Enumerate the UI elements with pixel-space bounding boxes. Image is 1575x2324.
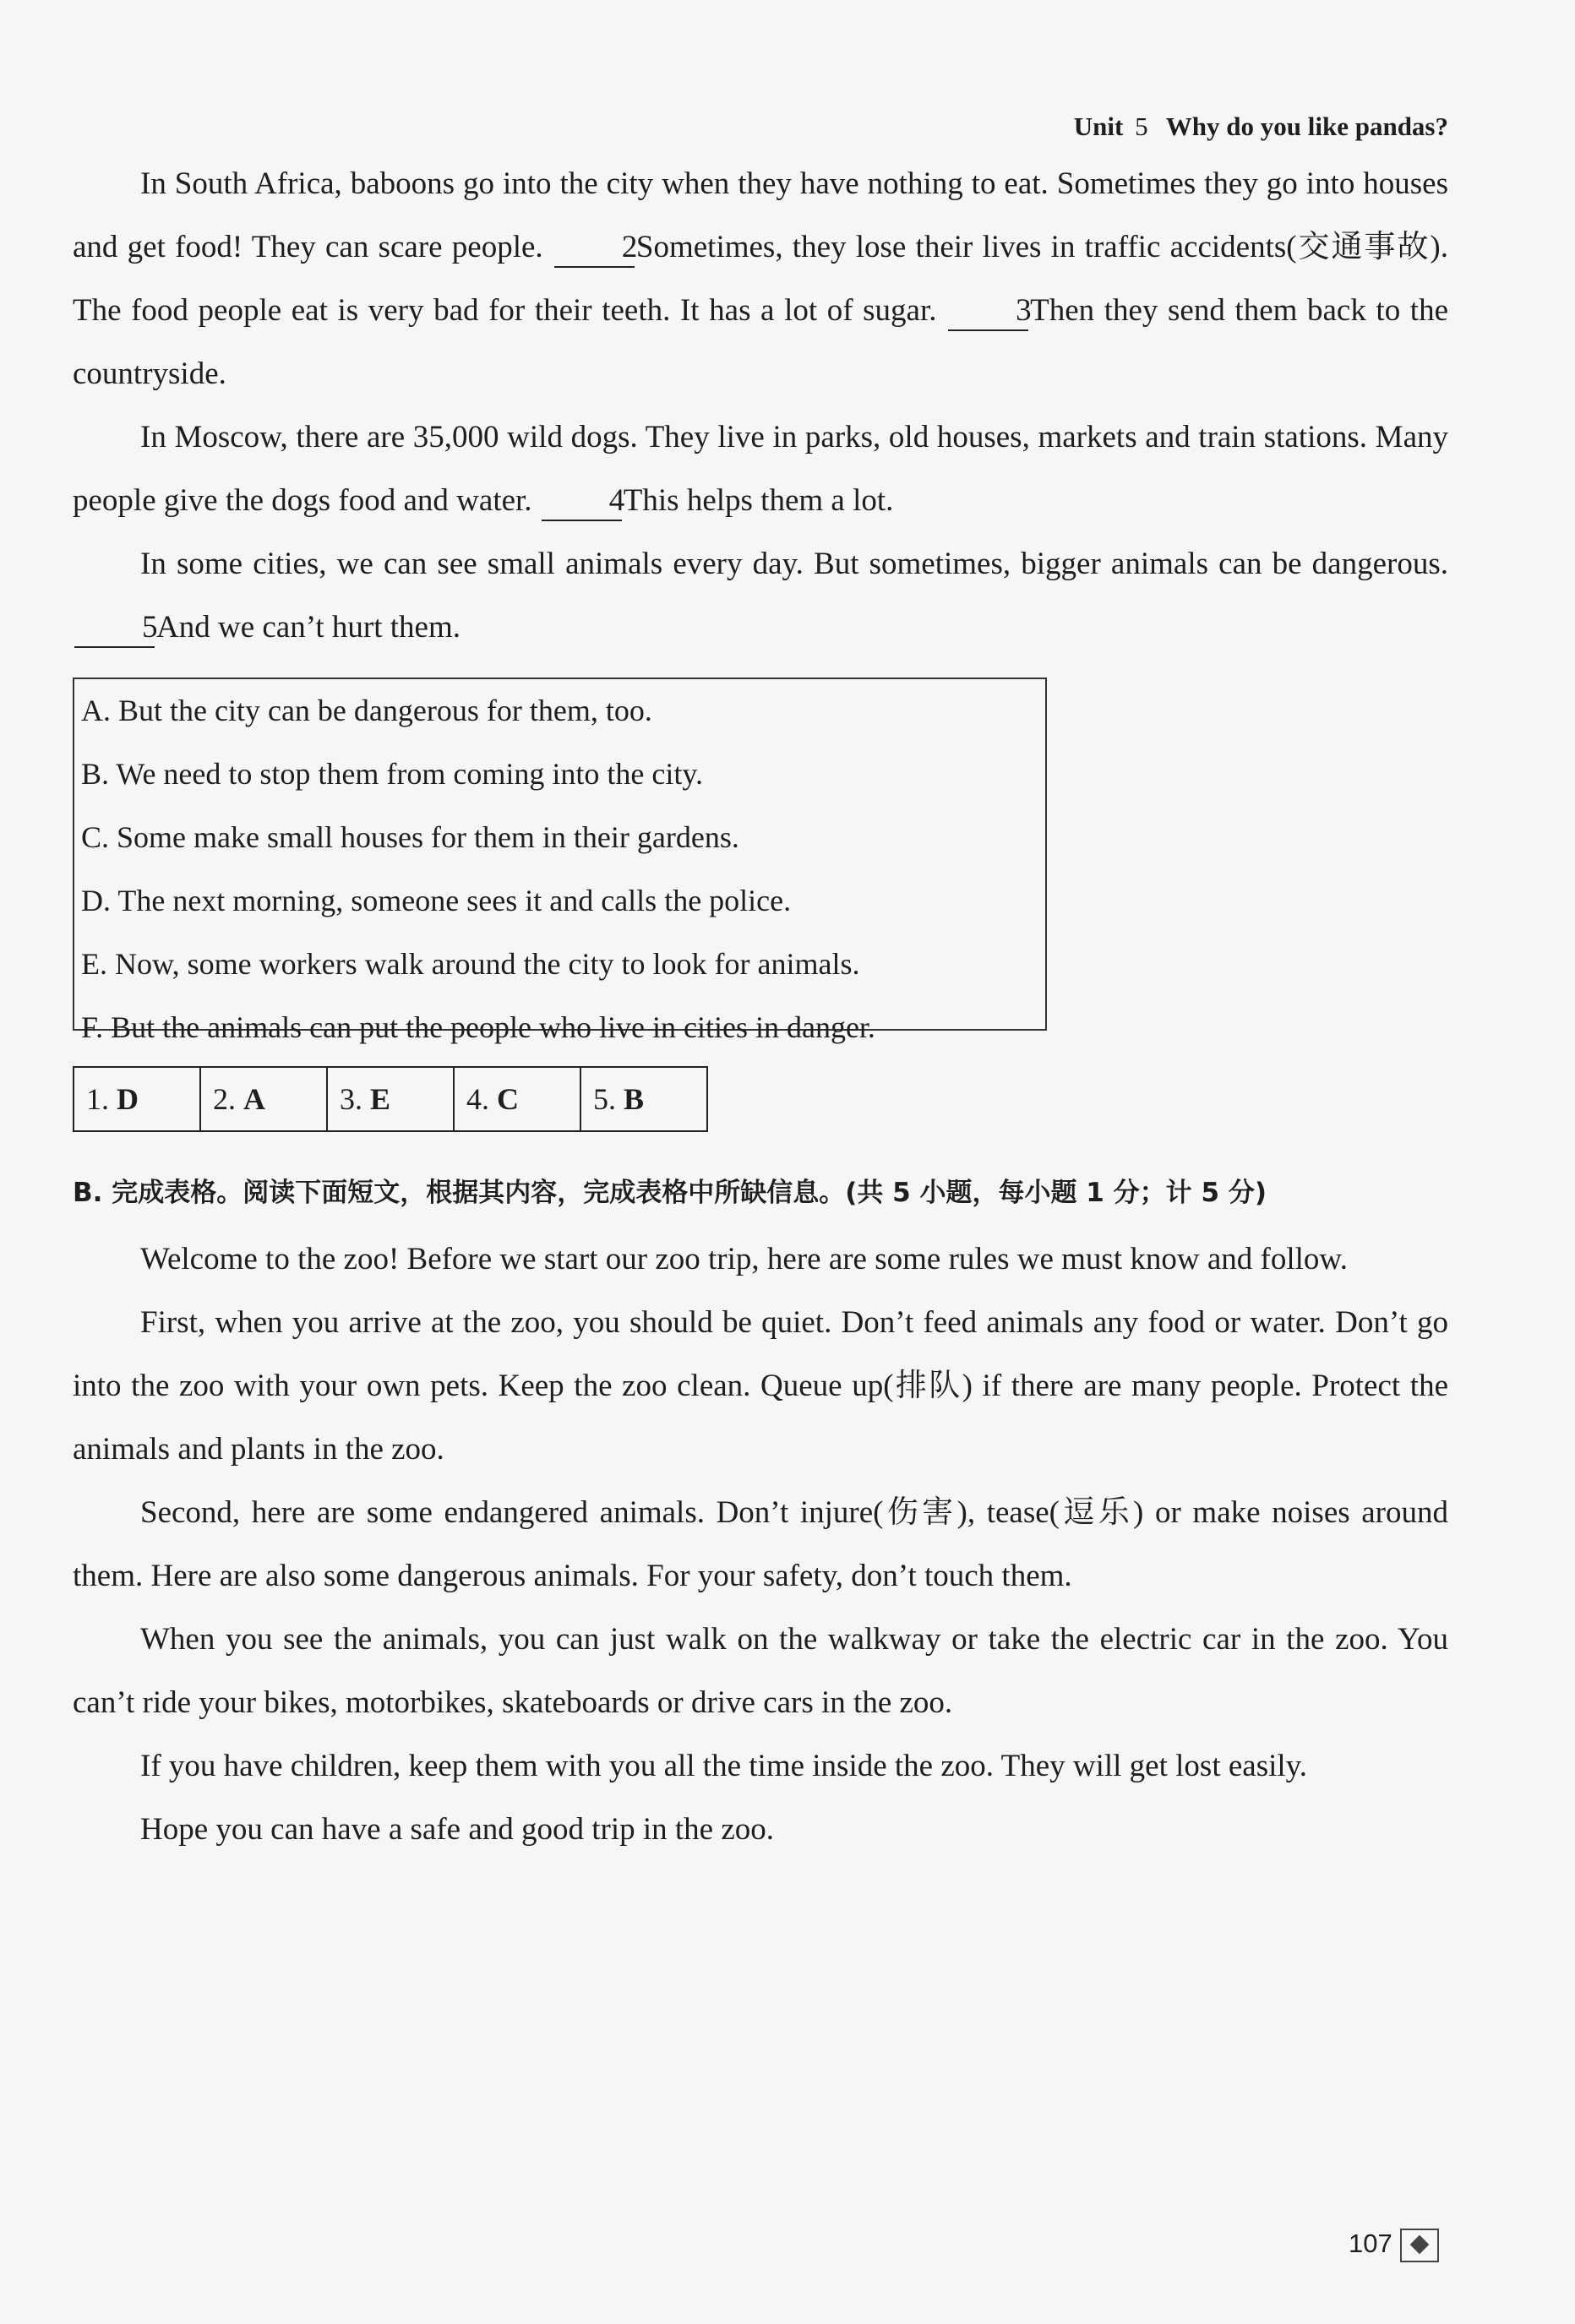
answer-cell-3: 3. E — [327, 1067, 454, 1131]
sentence: Then they send them back to the countryside. — [73, 293, 1448, 391]
passage-b-paragraph: When you see the animals, you can just walk on the walkway or take the electric car in the zoo. You can’t ride your bikes, motorbikes, skateboards or drive cars in the zoo. — [73, 1622, 1448, 1720]
answer-blank-3: 3 — [948, 292, 1028, 331]
answer-cell-2: 2. A — [200, 1067, 327, 1131]
sentence: And we can’t hurt them. — [156, 610, 461, 645]
sentence: This helps them a lot. — [623, 483, 894, 518]
sentence: In Moscow, there are 35,000 wild dogs. They live in parks, old houses, markets and train stations. Many people give the dogs food and water. — [73, 420, 1448, 518]
sentence: In some cities, we can see small animals every day. But sometimes, bigger animals can be dangerous. — [140, 547, 1448, 581]
passage-a-paragraph-3 — [73, 532, 1448, 659]
option-f: F. But the animals can put the people who live in cities in danger. — [81, 1010, 875, 1044]
unit-number: 5 — [1135, 112, 1148, 141]
sentence: In South Africa, baboons go into the city when they have nothing to eat. Sometimes they go into houses and get food! They can scare people. — [73, 166, 1448, 264]
sentence: Sometimes, they lose their lives in traffic accidents(交通事故). The food people eat is very bad for their teeth. It has a lot of sugar. — [73, 230, 1448, 328]
passage-b — [73, 1227, 1448, 1861]
passage-a-paragraph-1 — [73, 152, 1448, 405]
answer-table — [73, 1066, 708, 1132]
unit-label: Unit — [1073, 112, 1124, 141]
answer-blank-5: 5 — [74, 609, 155, 648]
option-a: A. But the city can be dangerous for them, too. — [81, 694, 652, 727]
diamond-icon — [1400, 2229, 1439, 2262]
answer-cell-1: 1. D — [74, 1067, 200, 1131]
page-number: 107 — [1349, 2229, 1392, 2258]
answer-blank-2: 2 — [554, 229, 635, 268]
passage-a-paragraph-2 — [73, 405, 1448, 532]
passage-a — [73, 152, 1448, 659]
passage-b-paragraph: Hope you can have a safe and good trip in the zoo. — [140, 1812, 775, 1847]
running-header — [1074, 112, 1448, 142]
table-row — [74, 1067, 707, 1131]
passage-b-paragraph: First, when you arrive at the zoo, you should be quiet. Don’t feed animals any food or water. Don’t go into the zoo with your own pets. Keep the zoo clean. Queue up(排队) if there are many people. Protect the animals and plants in the zoo. — [73, 1305, 1448, 1467]
answer-blank-4: 4 — [542, 482, 622, 521]
unit-title: Why do you like pandas? — [1165, 112, 1448, 141]
passage-b-paragraph: If you have children, keep them with you all the time inside the zoo. They will get lost easily. — [140, 1749, 1307, 1783]
answer-cell-4: 4. C — [454, 1067, 580, 1131]
passage-b-paragraph: Second, here are some endangered animals. Don’t injure(伤害), tease(逗乐) or make noises around them. Here are also some dangerous animals. For your safety, don’t touch them. — [73, 1495, 1448, 1593]
option-d: D. The next morning, someone sees it and calls the police. — [81, 884, 792, 917]
option-b: B. We need to stop them from coming into the city. — [81, 757, 703, 791]
option-c: C. Some make small houses for them in their gardens. — [81, 820, 739, 854]
options-box — [73, 678, 1047, 1044]
answer-cell-5: 5. B — [580, 1067, 707, 1131]
option-e: E. Now, some workers walk around the city to look for animals. — [81, 947, 860, 981]
passage-b-paragraph: Welcome to the zoo! Before we start our zoo trip, here are some rules we must know and follow. — [140, 1242, 1348, 1276]
section-b-heading: B. 完成表格。阅读下面短文，根据其内容，完成表格中所缺信息。(共 5 小题，每小题 1 分；计 5 分) — [73, 1178, 1267, 1208]
